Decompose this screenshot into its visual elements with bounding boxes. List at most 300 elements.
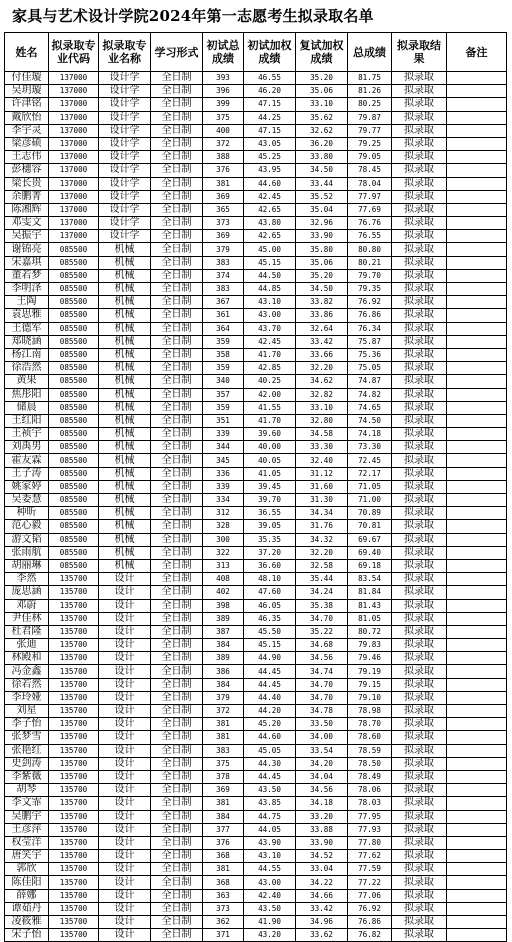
remark-cell (447, 757, 507, 770)
major-code-cell: 085500 (49, 362, 99, 375)
name-cell: 胡琴 (5, 784, 49, 797)
total-score-cell: 78.06 (348, 784, 392, 797)
col-header-major-code: 拟录取专业代码 (49, 33, 99, 72)
major-code-cell: 085500 (49, 269, 99, 282)
initial-score-cell: 386 (203, 665, 244, 678)
initial-score-cell: 373 (203, 217, 244, 230)
total-score-cell: 80.21 (348, 256, 392, 269)
table-row (5, 757, 507, 770)
total-score-cell: 71.00 (348, 494, 392, 507)
retest-weighted-cell: 33.80 (296, 151, 348, 164)
initial-score-cell: 377 (203, 823, 244, 836)
initial-weighted-cell: 44.50 (244, 269, 296, 282)
name-cell: 张雨航 (5, 546, 49, 559)
major-name-cell: 设计 (99, 599, 151, 612)
name-cell: 焦彤阳 (5, 388, 49, 401)
initial-score-cell: 375 (203, 757, 244, 770)
study-mode-cell: 全日制 (151, 612, 203, 625)
major-code-cell: 137000 (49, 124, 99, 137)
retest-weighted-cell: 34.34 (296, 507, 348, 520)
result-cell: 拟录取 (392, 744, 447, 757)
remark-cell (447, 309, 507, 322)
study-mode-cell: 全日制 (151, 348, 203, 361)
result-cell: 拟录取 (392, 269, 447, 282)
initial-weighted-cell: 43.20 (244, 929, 296, 942)
major-name-cell: 机械 (99, 494, 151, 507)
initial-score-cell: 379 (203, 691, 244, 704)
result-cell: 拟录取 (392, 151, 447, 164)
initial-score-cell: 408 (203, 573, 244, 586)
retest-weighted-cell: 31.60 (296, 480, 348, 493)
name-cell: 吴振宇 (5, 230, 49, 243)
total-score-cell: 70.81 (348, 520, 392, 533)
initial-score-cell: 389 (203, 652, 244, 665)
remark-cell (447, 902, 507, 915)
remark-cell (447, 546, 507, 559)
retest-weighted-cell: 34.96 (296, 916, 348, 929)
retest-weighted-cell: 35.62 (296, 111, 348, 124)
result-cell: 拟录取 (392, 823, 447, 836)
retest-weighted-cell: 33.30 (296, 441, 348, 454)
total-score-cell: 69.18 (348, 559, 392, 572)
initial-weighted-cell: 41.70 (244, 414, 296, 427)
name-cell: 种昕 (5, 507, 49, 520)
major-name-cell: 设计学 (99, 111, 151, 124)
table-row (5, 916, 507, 929)
retest-weighted-cell: 34.00 (296, 731, 348, 744)
initial-score-cell: 372 (203, 705, 244, 718)
major-name-cell: 机械 (99, 269, 151, 282)
major-name-cell: 设计学 (99, 217, 151, 230)
initial-score-cell: 384 (203, 810, 244, 823)
initial-weighted-cell: 42.00 (244, 388, 296, 401)
name-cell: 梁长贵 (5, 177, 49, 190)
study-mode-cell: 全日制 (151, 916, 203, 929)
name-cell: 宋子怡 (5, 929, 49, 942)
initial-score-cell: 344 (203, 441, 244, 454)
initial-weighted-cell: 43.10 (244, 296, 296, 309)
major-code-cell: 085500 (49, 428, 99, 441)
remark-cell (447, 705, 507, 718)
study-mode-cell: 全日制 (151, 744, 203, 757)
total-score-cell: 77.59 (348, 863, 392, 876)
major-name-cell: 设计学 (99, 177, 151, 190)
remark-cell (447, 652, 507, 665)
major-code-cell: 135700 (49, 625, 99, 638)
result-cell: 拟录取 (392, 546, 447, 559)
table-row (5, 797, 507, 810)
initial-weighted-cell: 36.55 (244, 507, 296, 520)
result-cell: 拟录取 (392, 480, 447, 493)
result-cell: 拟录取 (392, 124, 447, 137)
major-code-cell: 137000 (49, 151, 99, 164)
major-code-cell: 085500 (49, 243, 99, 256)
major-name-cell: 设计 (99, 889, 151, 902)
result-cell: 拟录取 (392, 586, 447, 599)
remark-cell (447, 625, 507, 638)
table-row (5, 546, 507, 559)
initial-score-cell: 375 (203, 111, 244, 124)
major-code-cell: 085500 (49, 546, 99, 559)
initial-weighted-cell: 45.00 (244, 243, 296, 256)
major-name-cell: 设计学 (99, 72, 151, 85)
retest-weighted-cell: 34.70 (296, 678, 348, 691)
name-cell: 李玲娅 (5, 691, 49, 704)
name-cell: 徐若然 (5, 678, 49, 691)
col-header-retest-weighted: 复试加权成绩 (296, 33, 348, 72)
initial-score-cell: 328 (203, 520, 244, 533)
table-row (5, 652, 507, 665)
initial-score-cell: 357 (203, 388, 244, 401)
result-cell: 拟录取 (392, 467, 447, 480)
retest-weighted-cell: 33.88 (296, 823, 348, 836)
total-score-cell: 78.04 (348, 177, 392, 190)
total-score-cell: 79.35 (348, 283, 392, 296)
remark-cell (447, 691, 507, 704)
study-mode-cell: 全日制 (151, 599, 203, 612)
major-code-cell: 135700 (49, 573, 99, 586)
result-cell: 拟录取 (392, 784, 447, 797)
table-row (5, 177, 507, 190)
major-code-cell: 085500 (49, 520, 99, 533)
study-mode-cell: 全日制 (151, 520, 203, 533)
major-name-cell: 设计 (99, 731, 151, 744)
remark-cell (447, 348, 507, 361)
study-mode-cell: 全日制 (151, 375, 203, 388)
major-name-cell: 设计 (99, 639, 151, 652)
table-row (5, 151, 507, 164)
major-name-cell: 机械 (99, 283, 151, 296)
major-name-cell: 设计学 (99, 98, 151, 111)
name-cell: 张迪 (5, 639, 49, 652)
initial-weighted-cell: 45.15 (244, 256, 296, 269)
study-mode-cell: 全日制 (151, 217, 203, 230)
major-code-cell: 135700 (49, 823, 99, 836)
retest-weighted-cell: 33.10 (296, 98, 348, 111)
result-cell: 拟录取 (392, 902, 447, 915)
major-name-cell: 机械 (99, 335, 151, 348)
name-cell: 谢锦亮 (5, 243, 49, 256)
remark-cell (447, 217, 507, 230)
initial-weighted-cell: 41.05 (244, 467, 296, 480)
initial-score-cell: 376 (203, 164, 244, 177)
retest-weighted-cell: 34.70 (296, 691, 348, 704)
table-row (5, 889, 507, 902)
total-score-cell: 77.69 (348, 203, 392, 216)
study-mode-cell: 全日制 (151, 797, 203, 810)
retest-weighted-cell: 31.76 (296, 520, 348, 533)
major-code-cell: 135700 (49, 863, 99, 876)
name-cell: 吴玥璇 (5, 85, 49, 98)
initial-score-cell: 372 (203, 137, 244, 150)
table-row (5, 480, 507, 493)
result-cell: 拟录取 (392, 177, 447, 190)
initial-weighted-cell: 42.85 (244, 362, 296, 375)
result-cell: 拟录取 (392, 335, 447, 348)
result-cell: 拟录取 (392, 72, 447, 85)
table-row (5, 902, 507, 915)
table-row (5, 269, 507, 282)
study-mode-cell: 全日制 (151, 309, 203, 322)
remark-cell (447, 784, 507, 797)
result-cell: 拟录取 (392, 836, 447, 849)
name-cell: 尹佳林 (5, 612, 49, 625)
study-mode-cell: 全日制 (151, 876, 203, 889)
major-name-cell: 机械 (99, 546, 151, 559)
major-name-cell: 机械 (99, 441, 151, 454)
initial-score-cell: 379 (203, 243, 244, 256)
table-row (5, 454, 507, 467)
total-score-cell: 76.82 (348, 929, 392, 942)
retest-weighted-cell: 32.40 (296, 454, 348, 467)
remark-cell (447, 256, 507, 269)
major-code-cell: 085500 (49, 283, 99, 296)
table-row (5, 533, 507, 546)
name-cell: 邓蔚 (5, 599, 49, 612)
remark-cell (447, 230, 507, 243)
total-score-cell: 78.60 (348, 731, 392, 744)
name-cell: 李子怡 (5, 718, 49, 731)
major-code-cell: 135700 (49, 691, 99, 704)
remark-cell (447, 731, 507, 744)
major-code-cell: 135700 (49, 678, 99, 691)
result-cell: 拟录取 (392, 494, 447, 507)
initial-weighted-cell: 44.90 (244, 652, 296, 665)
total-score-cell: 77.80 (348, 836, 392, 849)
name-cell: 王彦萍 (5, 823, 49, 836)
total-score-cell: 69.40 (348, 546, 392, 559)
retest-weighted-cell: 34.24 (296, 586, 348, 599)
major-code-cell: 135700 (49, 810, 99, 823)
study-mode-cell: 全日制 (151, 823, 203, 836)
col-header-initial-weighted: 初试加权成绩 (244, 33, 296, 72)
major-code-cell: 135700 (49, 757, 99, 770)
table-row (5, 441, 507, 454)
name-cell: 张梦雪 (5, 731, 49, 744)
retest-weighted-cell: 33.42 (296, 335, 348, 348)
remark-cell (447, 151, 507, 164)
initial-score-cell: 312 (203, 507, 244, 520)
col-header-result: 拟录取结果 (392, 33, 447, 72)
remark-cell (447, 744, 507, 757)
retest-weighted-cell: 33.90 (296, 836, 348, 849)
initial-weighted-cell: 46.20 (244, 85, 296, 98)
major-code-cell: 135700 (49, 665, 99, 678)
remark-cell (447, 520, 507, 533)
major-name-cell: 机械 (99, 362, 151, 375)
initial-weighted-cell: 40.25 (244, 375, 296, 388)
name-cell: 吴委慧 (5, 494, 49, 507)
initial-score-cell: 363 (203, 889, 244, 902)
remark-cell (447, 177, 507, 190)
retest-weighted-cell: 35.06 (296, 85, 348, 98)
name-cell: 史剑涛 (5, 757, 49, 770)
initial-score-cell: 369 (203, 784, 244, 797)
retest-weighted-cell: 34.62 (296, 375, 348, 388)
retest-weighted-cell: 35.04 (296, 203, 348, 216)
table-row (5, 72, 507, 85)
study-mode-cell: 全日制 (151, 137, 203, 150)
initial-weighted-cell: 44.45 (244, 770, 296, 783)
initial-weighted-cell: 44.45 (244, 665, 296, 678)
name-cell: 李明泽 (5, 283, 49, 296)
table-row (5, 322, 507, 335)
name-cell: 付佳璇 (5, 72, 49, 85)
table-row (5, 256, 507, 269)
major-name-cell: 设计 (99, 784, 151, 797)
remark-cell (447, 85, 507, 98)
major-code-cell: 135700 (49, 612, 99, 625)
total-score-cell: 79.83 (348, 639, 392, 652)
study-mode-cell: 全日制 (151, 203, 203, 216)
retest-weighted-cell: 34.22 (296, 876, 348, 889)
table-row (5, 283, 507, 296)
total-score-cell: 80.25 (348, 98, 392, 111)
initial-score-cell: 368 (203, 850, 244, 863)
result-cell: 拟录取 (392, 731, 447, 744)
table-row (5, 823, 507, 836)
study-mode-cell: 全日制 (151, 639, 203, 652)
initial-score-cell: 384 (203, 678, 244, 691)
page-title: 家具与艺术设计学院2024年第一志愿考生拟录取名单 (12, 7, 374, 25)
study-mode-cell: 全日制 (151, 559, 203, 572)
retest-weighted-cell: 33.62 (296, 929, 348, 942)
remark-cell (447, 137, 507, 150)
initial-score-cell: 371 (203, 929, 244, 942)
total-score-cell: 79.46 (348, 652, 392, 665)
total-score-cell: 75.87 (348, 335, 392, 348)
col-header-name: 姓名 (5, 33, 49, 72)
table-row (5, 85, 507, 98)
major-code-cell: 137000 (49, 190, 99, 203)
major-code-cell: 137000 (49, 177, 99, 190)
initial-score-cell: 389 (203, 612, 244, 625)
initial-score-cell: 359 (203, 362, 244, 375)
initial-score-cell: 340 (203, 375, 244, 388)
major-name-cell: 设计 (99, 744, 151, 757)
major-code-cell: 135700 (49, 836, 99, 849)
major-code-cell: 135700 (49, 731, 99, 744)
initial-weighted-cell: 42.40 (244, 889, 296, 902)
study-mode-cell: 全日制 (151, 691, 203, 704)
study-mode-cell: 全日制 (151, 784, 203, 797)
study-mode-cell: 全日制 (151, 322, 203, 335)
total-score-cell: 72.45 (348, 454, 392, 467)
table-row (5, 507, 507, 520)
remark-cell (447, 639, 507, 652)
study-mode-cell: 全日制 (151, 335, 203, 348)
total-score-cell: 78.59 (348, 744, 392, 757)
major-code-cell: 135700 (49, 705, 99, 718)
table-row (5, 678, 507, 691)
table-row (5, 586, 507, 599)
initial-score-cell: 381 (203, 177, 244, 190)
remark-cell (447, 665, 507, 678)
name-cell: 李然 (5, 573, 49, 586)
total-score-cell: 79.10 (348, 691, 392, 704)
result-cell: 拟录取 (392, 691, 447, 704)
total-score-cell: 78.70 (348, 718, 392, 731)
name-cell: 范心毅 (5, 520, 49, 533)
initial-weighted-cell: 45.50 (244, 625, 296, 638)
initial-weighted-cell: 43.95 (244, 164, 296, 177)
result-cell: 拟录取 (392, 388, 447, 401)
remark-cell (447, 876, 507, 889)
study-mode-cell: 全日制 (151, 151, 203, 164)
initial-weighted-cell: 47.15 (244, 124, 296, 137)
name-cell: 王陶 (5, 296, 49, 309)
result-cell: 拟录取 (392, 190, 447, 203)
study-mode-cell: 全日制 (151, 810, 203, 823)
col-header-initial-score: 初试总成绩 (203, 33, 244, 72)
retest-weighted-cell: 34.56 (296, 652, 348, 665)
study-mode-cell: 全日制 (151, 414, 203, 427)
study-mode-cell: 全日制 (151, 652, 203, 665)
initial-score-cell: 399 (203, 98, 244, 111)
table-row (5, 639, 507, 652)
result-cell: 拟录取 (392, 718, 447, 731)
major-name-cell: 设计 (99, 718, 151, 731)
table-row (5, 362, 507, 375)
initial-weighted-cell: 43.50 (244, 902, 296, 915)
remark-cell (447, 612, 507, 625)
total-score-cell: 77.97 (348, 190, 392, 203)
initial-weighted-cell: 45.05 (244, 744, 296, 757)
major-code-cell: 085500 (49, 375, 99, 388)
initial-weighted-cell: 35.35 (244, 533, 296, 546)
retest-weighted-cell: 34.58 (296, 428, 348, 441)
study-mode-cell: 全日制 (151, 770, 203, 783)
initial-weighted-cell: 40.05 (244, 454, 296, 467)
retest-weighted-cell: 32.58 (296, 559, 348, 572)
initial-weighted-cell: 43.00 (244, 309, 296, 322)
major-name-cell: 设计学 (99, 164, 151, 177)
table-row (5, 414, 507, 427)
retest-weighted-cell: 35.20 (296, 72, 348, 85)
initial-weighted-cell: 41.55 (244, 401, 296, 414)
col-header-major-name: 拟录取专业名称 (99, 33, 151, 72)
major-code-cell: 137000 (49, 217, 99, 230)
major-name-cell: 机械 (99, 401, 151, 414)
remark-cell (447, 559, 507, 572)
total-score-cell: 79.25 (348, 137, 392, 150)
study-mode-cell: 全日制 (151, 401, 203, 414)
initial-score-cell: 339 (203, 480, 244, 493)
study-mode-cell: 全日制 (151, 362, 203, 375)
name-cell: 李紫薇 (5, 770, 49, 783)
major-name-cell: 设计 (99, 836, 151, 849)
result-cell: 拟录取 (392, 203, 447, 216)
initial-weighted-cell: 42.65 (244, 203, 296, 216)
major-code-cell: 085500 (49, 454, 99, 467)
name-cell: 黄果 (5, 375, 49, 388)
table-body (5, 72, 507, 942)
result-cell: 拟录取 (392, 507, 447, 520)
initial-score-cell: 369 (203, 230, 244, 243)
major-name-cell: 设计学 (99, 85, 151, 98)
header-row (5, 33, 507, 72)
result-cell: 拟录取 (392, 876, 447, 889)
table-row (5, 296, 507, 309)
name-cell: 刘星 (5, 705, 49, 718)
major-name-cell: 机械 (99, 480, 151, 493)
retest-weighted-cell: 33.86 (296, 309, 348, 322)
major-name-cell: 设计 (99, 586, 151, 599)
remark-cell (447, 98, 507, 111)
major-name-cell: 设计学 (99, 137, 151, 150)
name-cell: 袁思雅 (5, 309, 49, 322)
retest-weighted-cell: 35.44 (296, 573, 348, 586)
